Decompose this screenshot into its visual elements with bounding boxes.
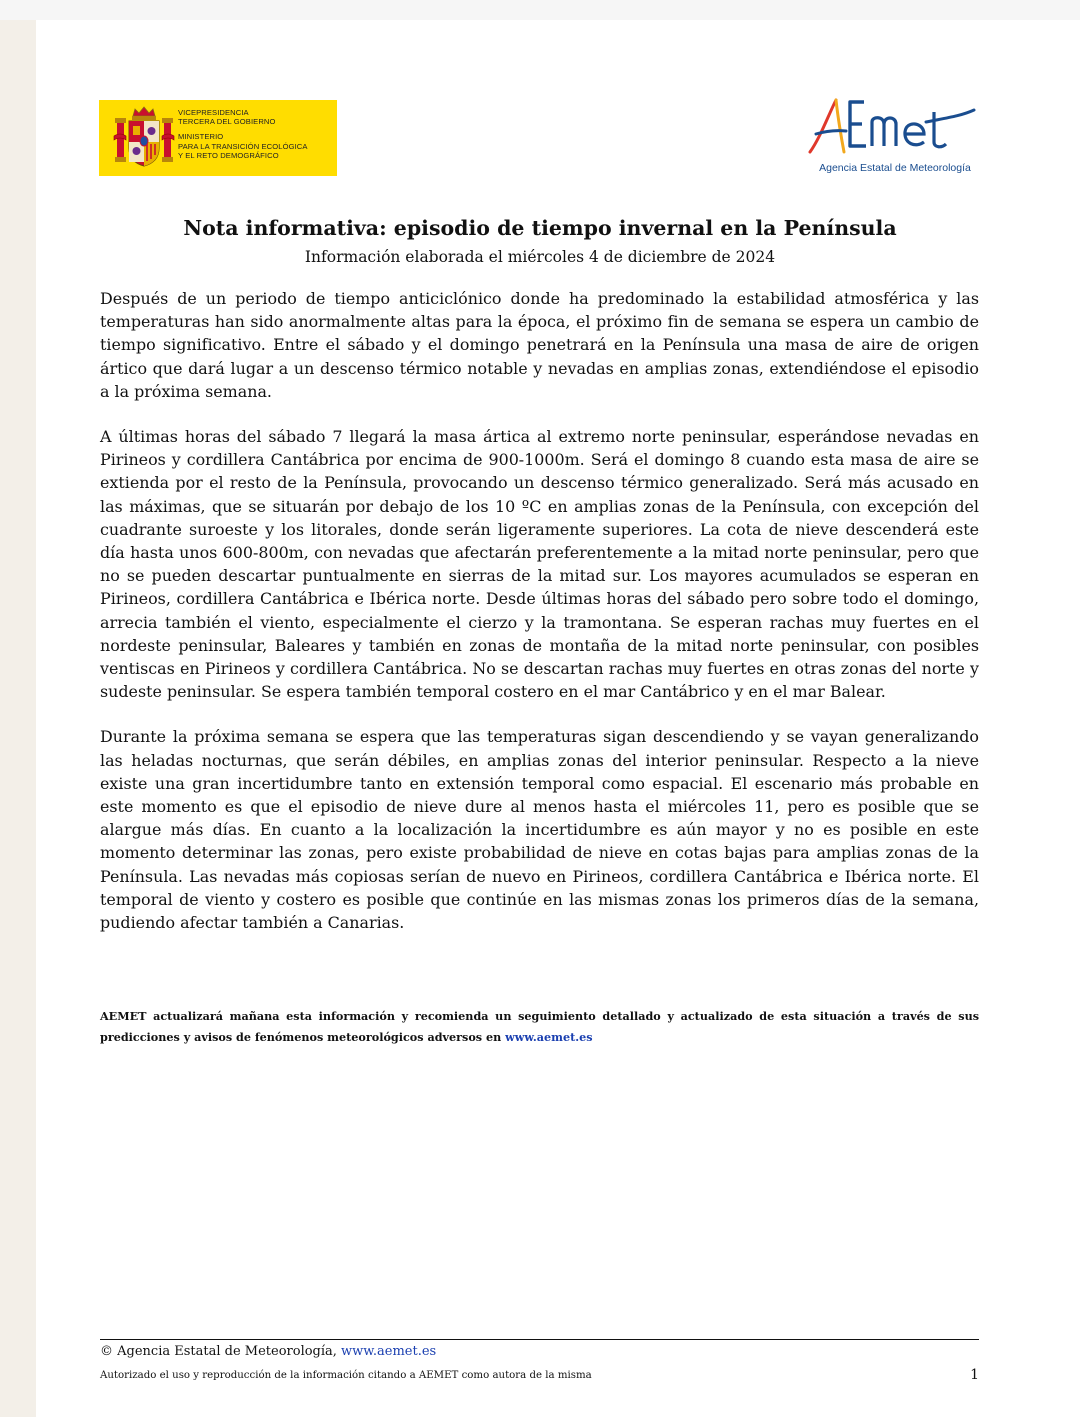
footer-link[interactable]: www.aemet.es <box>341 1344 437 1359</box>
document-body <box>100 287 979 956</box>
ministry-line: TERCERA DEL GOBIERNO <box>178 117 276 127</box>
ministry-line: MINISTERIO <box>178 132 224 142</box>
footer-divider <box>100 1339 979 1340</box>
notice-link[interactable]: www.aemet.es <box>505 1030 593 1044</box>
aemet-logo <box>806 94 981 180</box>
update-notice <box>100 1006 979 1048</box>
body-paragraph: A últimas horas del sábado 7 llegará la masa ártica al extremo norte peninsular, esperándose nevadas en Pirineos y cordillera Cantábrica por encima de 900-1000m. Será el domingo 8 cuando esta masa de aire se extienda por el resto de la Península, provocando un descenso térmico generalizado. Será más acusado en las máximas, que se situarán por debajo de los 10 ºC en amplias zonas de la Península, con excepción del cuadrante suroeste y los litorales, donde serán ligeramente superiores. La cota de nieve descenderá este día hasta unos 600-800m, con nevadas que afectarán preferentemente a la mitad norte peninsular, pero que no se pueden descartar puntualmente en sierras de la mitad sur. Los mayores acumulados se esperan en Pirineos, cordillera Cantábrica e Ibérica norte. Desde últimas horas del sábado pero sobre todo el domingo, arrecia también el viento, especialmente el cierzo y la tramontana. Se esperan rachas muy fuertes en el nordeste peninsular, Baleares y también en zonas de montaña de la mitad norte peninsular, con posibles ventiscas en Pirineos y cordillera Cantábrica. No se descartan rachas muy fuertes en otras zonas del norte y sudeste peninsular. Se espera también temporal costero en el mar Cantábrico y en el mar Balear. <box>100 427 979 702</box>
body-paragraph: Después de un periodo de tiempo anticiclónico donde ha predominado la estabilidad atmosférica y las temperaturas han sido anormalmente altas para la época, el próximo fin de semana se espera un cambio de tiempo significativo. Entre el sábado y el domingo penetrará en la Península una masa de aire de origen ártico que dará lugar a un descenso térmico notable y nevadas en amplias zonas, extendiéndose el episodio a la próxima semana. <box>100 289 979 401</box>
notice-text: AEMET actualizará mañana esta información y recomienda un seguimiento detallado y actualizado de esta situación a través de sus predicciones y avisos de fenómenos meteorológicos adversos en <box>100 1009 979 1044</box>
aemet-agency-name: Agencia Estatal de Meteorología <box>819 162 971 174</box>
page-subtitle: Información elaborada el miércoles 4 de diciembre de 2024 <box>304 248 776 266</box>
document-page <box>36 20 1080 1417</box>
body-paragraph: Durante la próxima semana se espera que las temperaturas sigan descendiendo y se vayan generalizando las heladas nocturnas, que serán débiles, en amplias zonas del interior peninsular. Respecto a la nieve existe una gran incertidumbre tanto en extensión temporal como espacial. El escenario más probable en este momento es que el episodio de nieve dure al menos hasta el miércoles 11, pero es posible que se alargue más días. En cuanto a la localización la incertidumbre es aún mayor y no es posible en este momento determinar las zonas, pero existe probabilidad de nieve en cotas bajas para amplias zonas de la Península. Las nevadas más copiosas serían de nuevo en Pirineos, cordillera Cantábrica e Ibérica norte. El temporal de viento y costero es posible que continúe en las mismas zonas los primeros días de la semana, pudiendo afectar también a Canarias. <box>100 727 979 933</box>
footer-authorization: Autorizado el uso y reproducción de la información citando a AEMET como autora de la misma <box>100 1370 592 1381</box>
ministry-line: PARA LA TRANSICIÓN ECOLÓGICA <box>178 141 308 151</box>
viewer-top-bar <box>0 0 1080 20</box>
ministry-line: Y EL RETO DEMOGRÁFICO <box>178 150 279 160</box>
ministry-line: VICEPRESIDENCIA <box>178 108 249 117</box>
ministry-logo <box>99 100 337 176</box>
aemet-wordmark-icon <box>806 94 981 160</box>
page-title: Nota informativa: episodio de tiempo invernal en la Península <box>183 216 897 240</box>
page-number: 1 <box>970 1367 979 1383</box>
spanish-coat-of-arms-icon <box>113 106 175 170</box>
copyright-text: © Agencia Estatal de Meteorología, <box>100 1344 342 1359</box>
ministry-text <box>178 108 308 160</box>
footer-copyright <box>100 1344 436 1359</box>
